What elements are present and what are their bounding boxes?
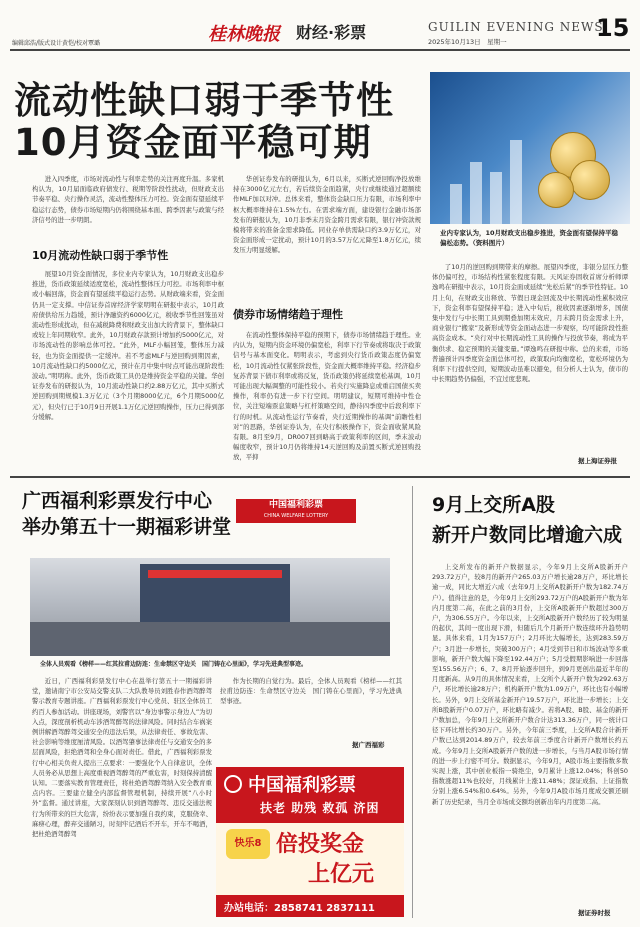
shares-headline-line2: 新开户数同比增逾六成 [432,524,623,546]
lead-intro: 进入四季度，市场对流动性与利率走势的关注再度升温。多家机构认为，10月届面临政府债发行、税期等阶段性扰动，但财政支出节奏平稳、央行操作灵活，流动性整体压力可控。资金面有望延续平稳运行态势，债券市场短期内仍将围绕基本面、跨季因素与政策与经济信号的进一步明朗。 [32,175,224,224]
lead-headline-line2: 10月资金面平稳可期 [14,121,372,164]
lead-subhead-2: 债券市场情绪趋于理性 [233,308,343,321]
welfare-headline-line2: 举办第五十一期福彩讲堂 [22,516,232,538]
header-rule [10,49,630,51]
lead-column-3: 了10月的逆回购到期带来的摩擦。展望四季度，非银分层压力整体仍偏可控，市场结构性紧张程度有限。天风证券固收首席分析师谭逸鸣在研报中表示，10月资金面或延续“先松后紧”的季节性特征。10月上旬，在财政支出释放、节假日现金回流及中长期流动性累积效应下，资金利率有望保持平稳；进入中旬后，税收因素逐渐增多，国债集中发行与中长期工具到期叠加期末效应，月末跨月资金需求上升，商业银行“搬家”及新形成等资金面动态进一步观察，均可能阶段性推高资金成本。“央行对中长期流动性工具的操作与投放节奏，将成为平衡供求、稳定预期的关键变量。”谭逸鸣在研报中称。总的来看，市场普遍预计四季度资金面总体可控，政策取向均衡宽松，宽松环境仍为利率下行提供空间，短期波动虽难以避免，但分析人士认为，债市的中长期趋势仍偏强，不宜过度悲观。 [432,263,628,384]
shares-body: 上交所发布的新开户数据显示，今年9月上交所A股新开户293.72万户，较8月的新开户265.03万户增长逾28万户，环比增长逾一成，同比大增近六成（去年9月上交所A股新开户数为182.74万户）。值得注意的是，今年9月上交所293.72万户的A股新开户数为年内月度第二高，在此之前的3月份，上交所A股新开户数超过300万户，为306.55万户。今年以来，上交所A股新开户数经历了较为明显的起伏，其间一度出现下滑，但随后几个月新开户数连续环升趋势明显。具体来看，1月为157万户；2月环比大幅增长，达到283.59万户；3月进一步增长，突破300万户；4月受到节日和市场波动等多重影响，新开户数大幅下降至192.44万户；5月受假期影响进一步回落至155.56万户；6、7、8月开始逐步回升，到9月更创出最近半年的月度新高。从9月的具体情况来看，上交所个人新开户数为292.63万户，环比增长逾28万户；机构新开户数为1.09万户，环比也有小幅增长。另外，9月上交所基金新开户19.57万户，环比进一步增长；上交所B股新开户0.07万户，环比略有减少。若将A股、B股、基金的新开户数加总，今年9月上交所新开户数合计达313.36万户，同一统计口径下环比增长约30万户。另外，今年前三季度，上交所A股合计新开户数已达到2014.89万户，较去年前三季度合计新开户数增长约五成。今年9月上交所A股新开户数的进一步增长，与当月A股市场行情的进一步上行密不可分。数据显示，今年9月，A股市场主要指数多数实现上涨，其中创业板指一骑绝尘，9月累计上涨12.04%；科创50指数涨超11%也较好，月线累计上涨11.48%；深证成指、上证指数分别上涨6.54%和0.64%。另外，今年9月A股市场月度成交额还刷新了历史纪录，当月全市场成交额均创新出年内月度第二高。 [432,563,628,806]
newspaper-logo: 桂林晚报 [208,24,280,45]
newspaper-english-name: GUILIN EVENING NEWS [428,20,604,34]
welfare-headline-line1: 广西福利彩票发行中心 [22,490,213,512]
welfare-source: 据广西福彩 [352,741,385,749]
page-number: 15 [596,14,630,42]
ad-logo-text: 中国福利彩票 [248,775,356,796]
lead-column-2a: 华创证券发布的研报认为，6月以来，买断式逆回购净投放维持在3000亿元左右，若后续资金面趋紧，央行或继续通过超额续作MLF加以对冲。总体来看，整体资金缺口压力有限，市场利率中枢大概率维持在1.5%左右。在需求端方面，建设银行金融市场部发布的研报认为，10月非季末月资金跨月需求有限，银行冲资款规模将带来的准备金需求降低。同业存单供需缺口约3.9万亿元，对资金面形成一定扰动，预计10月的3.57万亿元降至1.8万亿元，续发压力明显缓解。 [233,175,421,255]
lead-subhead-1: 10月流动性缺口弱于季节性 [32,249,169,262]
ad-promo-line2: 上亿元 [308,862,375,887]
issue-date: 2025年10月13日 星期一 [428,38,507,46]
lead-column-2b: 在流动性整体保持平稳的预期下，债券市场情绪趋于理性。业内认为，短期内资金环境仍偏宽松，利率下行节奏或将取决于政策信号与基本面变化。明明表示，考虑到央行货币政策态度仍偏宽松，10月流动性仅紧张阶段性，资金面大概率维持平稳。经济稳步复苏背景下债市利率或将反复，货币政策仍将延续宽松基调，10月可能出现大幅调整的可能性较小。若央行实施降息或重启国债买卖操作，利率仍有进一步下行空间。明明建议，短期可维持中性仓位，关注短端票息策略与杠杆策略空间，静待四季度中后段利率下行的时机。从流动性运行节奏看，央行近期操作的基调“前瞻性相对”的思路，华创证券认为，在央行积极操作下，资金面收紧风险有限。8月至9月，DR007回到略高于政策利率的区间，季末波动幅度收窄，预计10月仍将维持14天逆回购及前置买断式逆回购投放，平抑 [233,331,421,462]
section-title: 财经·彩票 [296,23,367,42]
welfare-banner-english: CHINA WELFARE LOTTERY [263,513,329,519]
lead-headline-line1: 流动性缺口弱于季节性 [14,79,394,122]
lottery-logo-icon [224,775,242,793]
shares-source: 据证券时报 [578,909,611,917]
welfare-banner-title: 中国福利彩票 [268,500,323,510]
section-divider [10,476,630,478]
finance-photo [430,72,630,224]
lecture-photo [30,558,390,656]
ad-phone [224,899,375,914]
lecture-photo-caption: 全体人员观看《榜样——红其拉甫边防连：生命禁区守边关 国门铸在心里面》，学习先进典型事迹。 [40,661,308,668]
welfare-column-2: 作为长期的自觉行为。最后，全体人员观看《榜样——红其拉甫边防连：生命禁区守边关 国门铸在心里面》，学习先进典型事迹。 [220,677,402,706]
welfare-column-1: 近日，广西福利彩票发行中心在邕举行第五十一期福彩讲堂，邀请南宁市公安局交警支队二大队教导员刘胜春作酒驾醉驾警示教育专题讲座。广西福利彩票发行中心党员、驻区全体员工约百人参加活动。讲座现场，刘警官以“身边事警示身边人”为切入点，深度剖析机动车涉酒驾醉驾的法律风险。同时结合车祸案例讲解酒驾醉驾交通安全的违法后果，从法律责任、事故危害、社会影响等维度厘清风险。以酒驾肇事法律责任与交通安全的多层面风险，拒绝酒驾和全身心面对责任。借此，广西福利彩票发行中心相关负责人提出三点要求：一要强化个人自律意识，全体人员务必从思想上高度重视酒驾醉驾的严重危害，时刻保持清醒认知。二要落实教育管理责任，将杜绝酒驾醉驾纳入安全教育重点内容。三要建立健全内部监督管理机制，持续开展“八小时外”监督。通过讲座，大家深刻认识到酒驾醉驾、违反交通法规行为所带来的巨大危害，纷纷表示要加强自我约束，克服侥幸、麻痹心理，醉弃交通陋习，时刻牢记酒后不开车，开车不喝酒，把杜绝酒驾醉驾 [32,677,212,839]
ad-promo-line1: 倍投奖金 [276,832,365,857]
ad-badge: 快乐8 [226,829,270,859]
lottery-ad [216,767,404,917]
ad-phone-number: 2858741 2837111 [274,903,375,914]
column-divider [412,486,413,918]
ad-slogan: 扶老 助残 救孤 济困 [260,801,380,815]
shares-headline-line1: 9月上交所A股 [432,494,555,516]
finance-photo-caption: 业内专家认为，10月财政支出稳步推进，资金面有望保持平稳偏松态势。（资料图片） [440,229,619,247]
lead-source: 据上海证券报 [578,457,617,465]
lead-column-1: 展望10月资金面情况，多位业内专家认为，10月财政支出稳步推进，货币政策延续适度宽松，流动性整体压力可控。市场利率中枢或小幅回落，资金面有望延续平稳运行态势。从财政端来看，资金面仍具一定支撑。中信证券首席经济学家明明在研报中表示，10月政府债供给压力趋缓，预计净融资约6000亿元，税收季节性回笼虽对流动性形成扰动，但在减税降费和财政支出加大的背景下，整体缺口或较上年同期收窄。此外，10月财政存款预计增加约5000亿元，对市场流动性的影响总体可控。“此外，MLF小幅回笼，整体压力减轻，也为资金面提供一定缓冲。若不考虑MLF与逆回购到期因素，10月流动性缺口约5000亿元，预计在月中集中时点可能出现阶段性波动。”明明称。此外，货币政策工具仍是维持资金平稳的关键。华创证券发布的研报认为，10月流动性缺口约2.88万亿元，其中买断式逆回购到期规模1.3万亿元（3个月期8000亿元，6个月期5000亿元），但央行已于10月9日开展1.1万亿元逆回购操作，压力已得到部分缓解。 [32,270,224,421]
ad-phone-label: 办站电话： [224,903,274,914]
welfare-banner [236,499,356,523]
editor-credits: 编辑邱浩/版式设计黄恺/校对覃璐 [12,40,101,47]
